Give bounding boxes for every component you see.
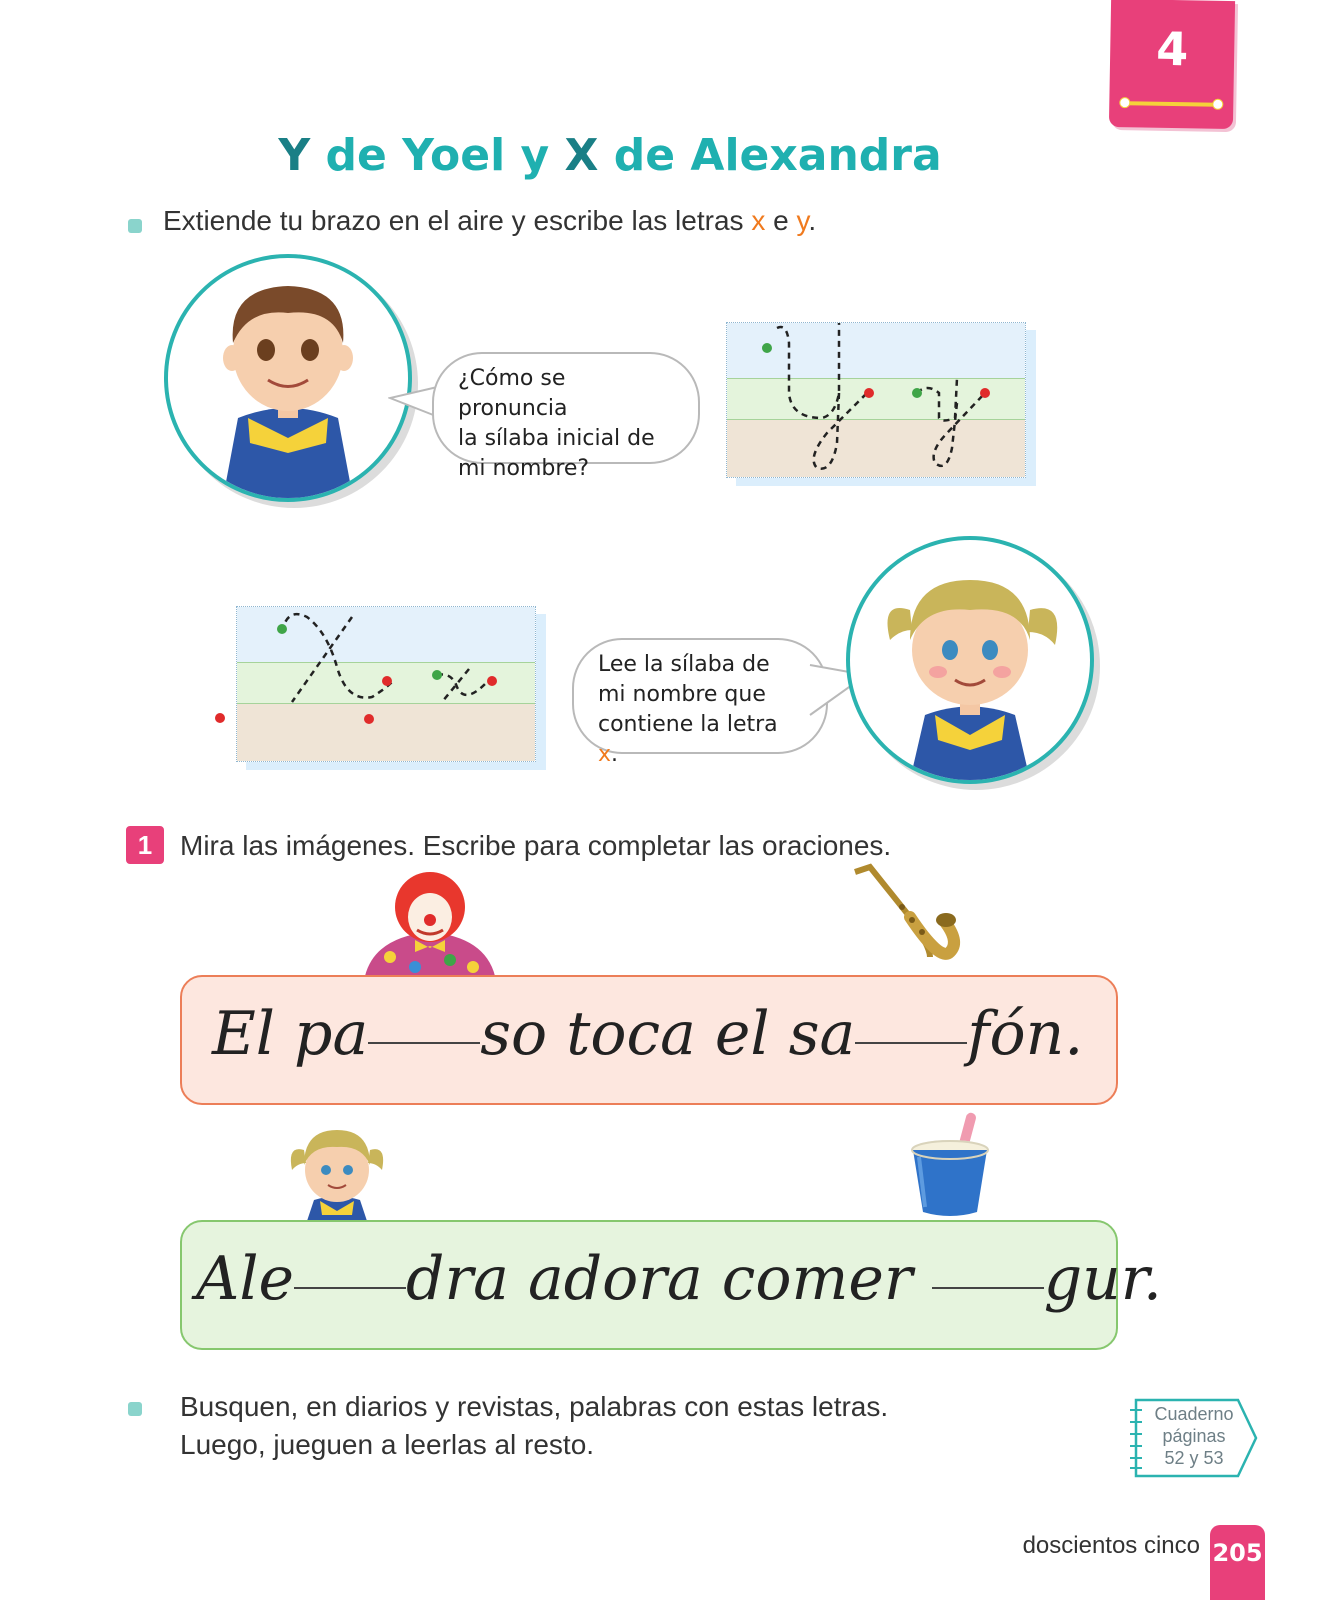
instruction-mid: e — [765, 205, 797, 236]
title-letter-x: X — [564, 130, 599, 181]
writing-guide-y — [726, 322, 1026, 478]
exercise-number-badge: 1 — [126, 826, 164, 864]
page-number-words: doscientos cinco — [1022, 1532, 1200, 1559]
bubble-alexandra-letter-x: x — [598, 742, 612, 767]
sentence-1-part-3: fón. — [967, 999, 1084, 1069]
cuaderno-tag — [1130, 1398, 1260, 1478]
instruction-letter-x: x — [751, 205, 766, 236]
saxophone-photo — [850, 862, 970, 972]
bubble-yoel-line-3: mi nombre? — [458, 456, 590, 481]
instruction-bottom — [180, 1388, 888, 1464]
alexandra-portrait — [846, 536, 1094, 784]
title-letter-y: Y — [278, 130, 311, 181]
sentence-1 — [212, 999, 1083, 1069]
page-number-box — [1210, 1525, 1265, 1600]
writing-guide-x — [236, 606, 536, 762]
yogurt-photo — [905, 1112, 995, 1220]
page-title — [0, 130, 1220, 181]
title-text-2: de Alexandra — [598, 130, 942, 181]
instruction-bottom-line-1: Busquen, en diarios y revistas, palabras con estas letras. — [180, 1391, 889, 1422]
instruction-bottom-line-2: Luego, jueguen a leerlas al resto. — [180, 1429, 595, 1460]
answer-blank-1[interactable] — [368, 1041, 480, 1044]
red-dot — [214, 712, 226, 724]
bubble-alexandra-end: . — [611, 742, 619, 767]
cuaderno-line-3: 52 y 53 — [1164, 1448, 1224, 1468]
speech-bubble-alexandra — [572, 638, 828, 767]
exercise-1-instruction: Mira las imágenes. Escribe para completar las oraciones. — [180, 830, 892, 861]
answer-blank-2[interactable] — [855, 1041, 967, 1044]
sentence-1-part-1: El pa — [212, 999, 369, 1069]
page-number: 205 — [1212, 1539, 1263, 1567]
instruction-top-text: Extiende tu brazo en el aire y escribe las letras — [163, 205, 752, 236]
instruction-end: . — [808, 205, 817, 236]
sentence-2-part-2: dra adora comer — [406, 1244, 932, 1314]
clown-photo — [355, 872, 505, 976]
girl-illustration — [850, 540, 1090, 780]
answer-blank-4[interactable] — [932, 1286, 1044, 1289]
sentence-box-2 — [180, 1220, 1162, 1350]
cuaderno-line-2: páginas — [1162, 1426, 1226, 1446]
sentence-2-part-1: Ale — [196, 1244, 295, 1314]
bubble-yoel-line-1: ¿Cómo se pronuncia — [458, 366, 568, 421]
bubble-alexandra-line-2: mi nombre que — [598, 682, 766, 707]
dotted-x-strokes — [237, 607, 535, 761]
cuaderno-text — [1144, 1403, 1244, 1469]
instruction-top — [163, 205, 816, 237]
unit-number: 4 — [1155, 21, 1189, 77]
yoel-portrait — [164, 254, 412, 502]
boy-illustration — [168, 258, 408, 498]
bubble-alexandra-line-3 — [598, 710, 802, 770]
dotted-y-strokes — [727, 323, 1025, 477]
sentence-2 — [196, 1244, 1162, 1314]
instruction-letter-y: y — [796, 205, 809, 236]
bullet-square — [128, 219, 142, 233]
unit-tab-bar — [1123, 101, 1219, 107]
bubble-alexandra-line-3-text: contiene la letra — [598, 712, 778, 737]
answer-blank-3[interactable] — [294, 1286, 406, 1289]
sentence-2-part-3: gur. — [1043, 1244, 1162, 1314]
speech-bubble-yoel — [432, 352, 700, 481]
sentence-box-1 — [180, 975, 1118, 1105]
bullet-square-bottom — [128, 1402, 142, 1416]
unit-tab — [1109, 0, 1235, 129]
bubble-alexandra-line-1: Lee la sílaba de — [598, 652, 770, 677]
title-text-1: de Yoel y — [310, 130, 565, 181]
bubble-yoel-line-2: la sílaba inicial de — [458, 426, 655, 451]
cuaderno-line-1: Cuaderno — [1154, 1404, 1234, 1424]
alexandra-small-photo — [282, 1115, 392, 1221]
sentence-1-part-2: so toca el sa — [480, 999, 856, 1069]
